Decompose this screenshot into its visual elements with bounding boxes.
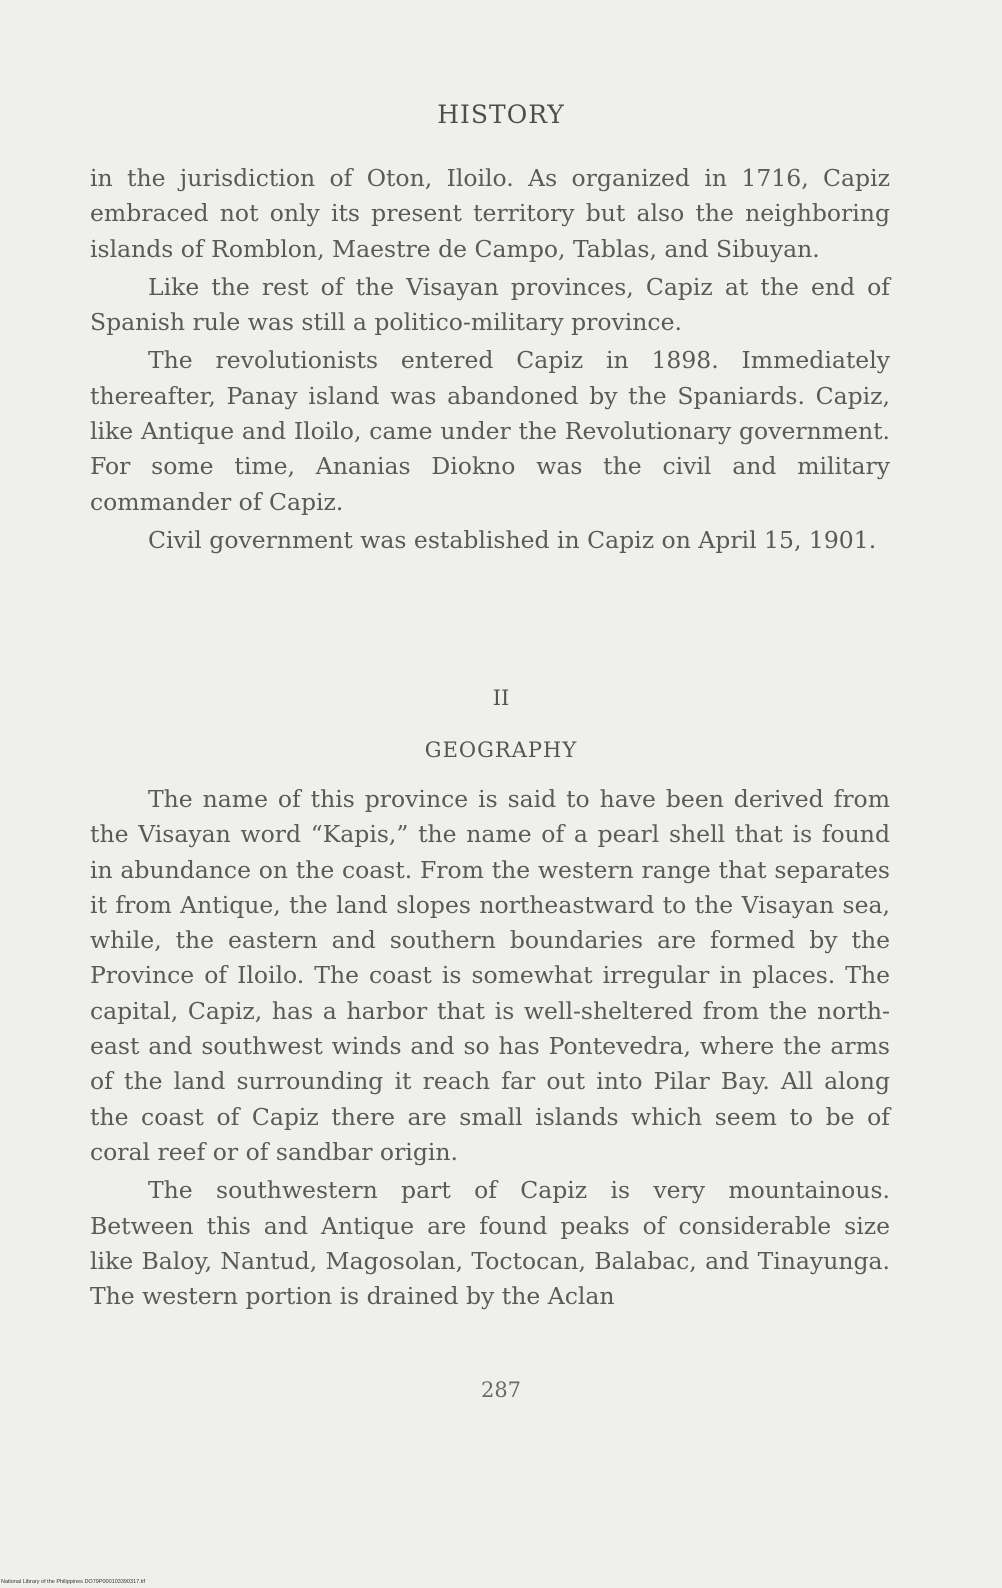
page-number: 287 [480,1378,522,1402]
paragraph: The revolutionists entered Capiz in 1898. Immediately thereafter, Panay island was abandoned by the Spaniards. Capiz, like Antique and Iloilo, came under the Revolutionary government. For some time, Ananias Diokno was the civil and military commander of Capiz. [90,346,890,516]
section-number: II [492,686,510,710]
scan-caption: National Library of the Philippines DO79P000103390317.tif [1,1579,146,1585]
paragraph: The southwestern part of Capiz is very mountainous. Between this and Antique are found peaks of considerable size like Baloy, Nantud, Magosolan, Toctocan, Balabac, and Tinayunga. The western portion is drained by the Aclan [90,1176,890,1311]
section-title: GEOGRAPHY [424,738,578,762]
paragraph: Like the rest of the Visayan provinces, Capiz at the end of Spanish rule was still a politico-military province. [90,272,890,337]
paragraph: Civil government was established in Capiz on April 15, 1901. [148,525,877,554]
paragraph: in the jurisdiction of Oton, Iloilo. As organized in 1716, Capiz embraced not only its present territory but also the neighboring islands of Romblon, Maestre de Campo, Tablas, and Sibuyan. [90,164,890,263]
geography-text-block [90,782,890,1314]
history-text-block [90,161,890,558]
running-head: HISTORY [437,100,565,129]
paragraph: The name of this province is said to have been derived from the Visayan word “Kapis,” the name of a pearl shell that is found in abundance on the coast. From the western range that separates it from Antique, the land slopes northeastward to the Visayan sea, while, the eastern and southern boundaries are formed by the Province of Iloilo. The coast is somewhat irregular in places. The capital, Capiz, has a harbor that is well-sheltered from the northeast and southwest winds and so has Pontevedra, where the arms of the land surrounding it reach far out into Pilar Bay. All along the coast of Capiz there are small islands which seem to be of coral reef or of sandbar origin. [90,785,890,1166]
